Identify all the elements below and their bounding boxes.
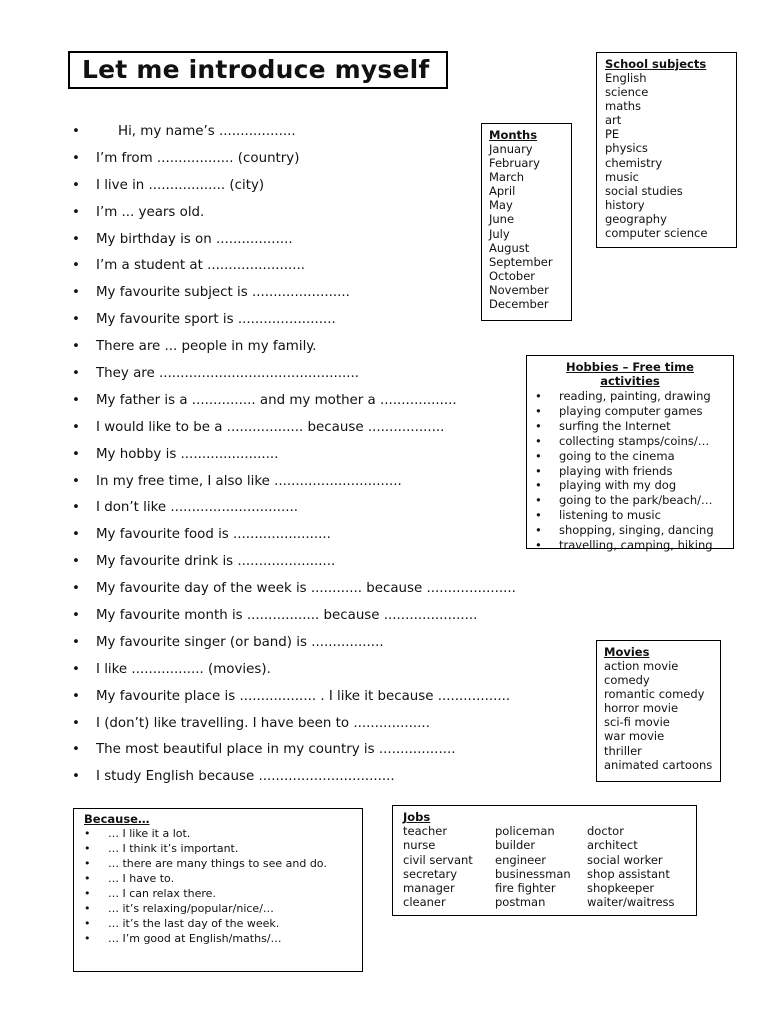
bullet-icon: • (72, 204, 80, 220)
job-item: policeman (495, 824, 555, 838)
because-item (84, 856, 362, 871)
sentence-item (72, 632, 592, 659)
bullet-icon: • (72, 285, 80, 301)
hobby-item-text: collecting stamps/coins/… (559, 433, 710, 448)
hobby-item-text: shopping, singing, dancing (559, 523, 714, 538)
job-item: architect (587, 838, 638, 853)
subject-item: maths (605, 99, 642, 114)
because-item-text: … I think it’s important. (108, 842, 239, 855)
sentence-text: They are ............................................... (96, 366, 360, 382)
bullet-icon: • (72, 554, 80, 570)
job-item: waiter/waitress (587, 895, 675, 910)
job-item: businessman (495, 866, 571, 881)
month-item: April (489, 184, 516, 199)
because-title: Because… (84, 812, 150, 826)
because-item (84, 901, 362, 916)
month-item: December (489, 297, 549, 312)
sentence-text: I would like to be a .................. because .................. (96, 419, 445, 435)
bullet-icon: • (535, 448, 542, 463)
sentence-text: I like ................. (movies). (96, 661, 271, 677)
sentence-text: My favourite singer (or band) is ................. (96, 634, 384, 650)
hobbies-box (526, 355, 734, 553)
subject-item: PE (605, 127, 620, 142)
job-item: doctor (587, 824, 624, 838)
subject-item: English (605, 71, 647, 85)
school-subjects-title: School subjects (605, 57, 707, 71)
because-item-text: … it’s the last day of the week. (108, 917, 280, 930)
subject-item: chemistry (605, 155, 663, 170)
because-item-text: … I have to. (108, 872, 175, 885)
subject-item: social studies (605, 183, 683, 198)
job-item: builder (495, 838, 536, 853)
jobs-columns (403, 824, 696, 910)
movie-item: thriller (604, 743, 642, 758)
movies-title: Movies (604, 645, 650, 659)
bullet-icon: • (84, 932, 91, 945)
sentence-item (72, 524, 592, 551)
movie-item: horror movie (604, 701, 679, 716)
hobby-item-text: going to the park/beach/… (559, 493, 713, 508)
hobby-item (535, 464, 733, 479)
subject-item: geography (605, 211, 667, 226)
bullet-icon: • (72, 527, 80, 543)
hobby-item-text: playing with friends (559, 463, 673, 478)
month-item: June (489, 212, 515, 227)
subject-item: science (605, 85, 649, 100)
because-item-text: … I like it a lot. (108, 827, 191, 840)
sentence-item (72, 444, 592, 471)
hobby-item-text: travelling, camping, hiking (559, 538, 713, 553)
hobby-item (535, 434, 733, 449)
jobs-list (495, 824, 587, 910)
job-item: nurse (403, 838, 436, 853)
because-item-text: … it’s relaxing/popular/nice/… (108, 902, 274, 915)
sentence-item (72, 659, 592, 686)
bullet-icon: • (84, 842, 91, 855)
month-item: September (489, 254, 553, 269)
sentence-text: There are ... people in my family. (96, 339, 317, 355)
jobs-box (392, 805, 697, 916)
sentence-text: My birthday is on .................. (96, 231, 293, 247)
because-list (84, 826, 362, 946)
bullet-icon: • (72, 419, 80, 435)
sentence-item (72, 713, 592, 740)
school-subjects-box (596, 52, 737, 248)
bullet-icon: • (72, 634, 80, 650)
sentence-text: I’m from .................. (country) (96, 150, 300, 166)
bullet-icon: • (72, 231, 80, 247)
bullet-icon: • (535, 403, 542, 418)
bullet-icon: • (535, 538, 542, 553)
hobby-item (535, 523, 733, 538)
sentence-item (72, 578, 592, 605)
movies-list (604, 659, 720, 772)
sentence-text: My favourite day of the week is ............ because ..................... (96, 581, 516, 597)
movie-item: sci-fi movie (604, 715, 670, 730)
jobs-list (403, 824, 495, 910)
school-subjects-list (605, 71, 736, 240)
job-item: postman (495, 895, 546, 910)
sentence-text: I’m a student at ....................... (96, 258, 306, 274)
months-box (481, 123, 572, 321)
job-item: teacher (403, 824, 448, 838)
hobby-item (535, 508, 733, 523)
because-item (84, 826, 362, 841)
sentence-text: I’m ... years old. (96, 204, 205, 220)
hobby-item-text: listening to music (559, 508, 661, 523)
hobby-item-text: playing with my dog (559, 478, 677, 493)
bullet-icon: • (72, 688, 80, 704)
hobby-item (535, 538, 733, 553)
because-item (84, 841, 362, 856)
bullet-icon: • (535, 389, 542, 403)
month-item: August (489, 240, 530, 255)
sentence-text: My favourite subject is ....................... (96, 285, 350, 301)
hobby-item (535, 493, 733, 508)
sentence-item (72, 766, 592, 793)
sentence-text: My father is a ............... and my mother a .................. (96, 392, 457, 408)
sentence-text: Hi, my name’s .................. (118, 124, 296, 139)
because-item-text: … I’m good at English/maths/… (108, 932, 282, 945)
because-item (84, 886, 362, 901)
jobs-list (587, 824, 679, 910)
sentence-text: My favourite sport is ....................... (96, 312, 336, 328)
hobby-item (535, 404, 733, 419)
bullet-icon: • (84, 902, 91, 915)
sentence-item (72, 551, 592, 578)
jobs-column (403, 824, 495, 910)
sentence-item (72, 471, 592, 498)
sentence-item (72, 686, 592, 713)
page-title: Let me introduce myself (82, 55, 430, 84)
sentence-item (72, 363, 592, 390)
movie-item: war movie (604, 729, 665, 744)
job-item: manager (403, 881, 455, 896)
bullet-icon: • (72, 500, 80, 516)
because-item (84, 931, 362, 946)
hobby-item-text: reading, painting, drawing (559, 389, 711, 403)
job-item: shopkeeper (587, 881, 655, 896)
bullet-icon: • (72, 366, 80, 382)
bullet-icon: • (72, 473, 80, 489)
month-item: July (489, 226, 510, 241)
because-item (84, 916, 362, 931)
sentence-text: My favourite month is ................. because ...................... (96, 608, 478, 624)
because-box (73, 808, 363, 972)
sentence-text: My favourite drink is ....................... (96, 554, 336, 570)
sentence-text: My favourite place is .................. . I like it because ................. (96, 688, 511, 704)
bullet-icon: • (84, 917, 91, 930)
hobby-item (535, 419, 733, 434)
bullet-icon: • (535, 508, 542, 523)
month-item: November (489, 282, 549, 297)
bullet-icon: • (72, 742, 80, 758)
sentence-item (72, 739, 592, 766)
bullet-icon: • (535, 478, 542, 493)
sentence-item (72, 336, 592, 363)
movie-item: animated cartoons (604, 757, 713, 772)
job-item: civil servant (403, 852, 473, 867)
month-item: January (489, 142, 533, 156)
job-item: shop assistant (587, 866, 670, 881)
hobby-item (535, 478, 733, 493)
sentence-text: I (don’t) like travelling. I have been to .................. (96, 715, 430, 731)
sentence-text: I study English because ................................ (96, 769, 395, 785)
bullet-icon: • (72, 258, 80, 274)
hobby-item (535, 449, 733, 464)
jobs-title: Jobs (403, 810, 431, 824)
job-item: fire fighter (495, 881, 556, 896)
subject-item: art (605, 113, 622, 128)
bullet-icon: • (84, 887, 91, 900)
because-item-text: … I can relax there. (108, 887, 216, 900)
job-item: secretary (403, 866, 458, 881)
bullet-icon: • (72, 150, 80, 166)
subject-item: physics (605, 141, 648, 156)
hobbies-list (535, 389, 733, 553)
sentence-item (72, 390, 592, 417)
month-item: March (489, 170, 525, 185)
bullet-icon: • (535, 493, 542, 508)
bullet-icon: • (72, 446, 80, 462)
sentence-text: I live in .................. (city) (96, 177, 265, 193)
bullet-icon: • (72, 608, 80, 624)
job-item: cleaner (403, 895, 446, 910)
hobby-item-text: playing computer games (559, 403, 703, 418)
bullet-icon: • (535, 463, 542, 478)
sentence-item (72, 417, 592, 444)
months-list (489, 142, 571, 311)
sentence-text: My hobby is ....................... (96, 446, 279, 462)
bullet-icon: • (535, 523, 542, 538)
movies-box (596, 640, 721, 782)
months-title: Months (489, 128, 538, 142)
jobs-column (495, 824, 587, 910)
movie-item: comedy (604, 673, 650, 688)
bullet-icon: • (72, 177, 80, 193)
job-item: engineer (495, 852, 547, 867)
because-item-text: … there are many things to see and do. (108, 857, 327, 870)
sentence-text: I don’t like .............................. (96, 500, 299, 516)
bullet-icon: • (535, 418, 542, 433)
bullet-icon: • (72, 339, 80, 355)
hobby-item-text: surfing the Internet (559, 418, 671, 433)
sentence-item (72, 605, 592, 632)
sentence-item (72, 497, 592, 524)
because-item (84, 871, 362, 886)
month-item: February (489, 156, 540, 171)
movie-item: action movie (604, 659, 679, 673)
hobby-item-text: going to the cinema (559, 448, 675, 463)
bullet-icon: • (72, 124, 80, 139)
jobs-column (587, 824, 679, 910)
month-item: October (489, 268, 536, 283)
bullet-icon: • (84, 827, 91, 840)
bullet-icon: • (72, 661, 80, 677)
month-item: May (489, 198, 513, 213)
bullet-icon: • (84, 872, 91, 885)
sentence-text: The most beautiful place in my country is .................. (96, 742, 456, 758)
bullet-icon: • (535, 433, 542, 448)
bullet-icon: • (72, 581, 80, 597)
hobby-item (535, 389, 733, 404)
bullet-icon: • (72, 312, 80, 328)
bullet-icon: • (72, 392, 80, 408)
movie-item: romantic comedy (604, 687, 705, 702)
bullet-icon: • (72, 769, 80, 785)
sentence-text: In my free time, I also like .............................. (96, 473, 402, 489)
bullet-icon: • (84, 857, 91, 870)
job-item: social worker (587, 852, 663, 867)
hobbies-title: Hobbies – Free time activities (566, 360, 694, 388)
subject-item: computer science (605, 226, 708, 241)
subject-item: history (605, 197, 645, 212)
bullet-icon: • (72, 715, 80, 731)
subject-item: music (605, 169, 640, 184)
title-box (68, 51, 448, 89)
sentence-text: My favourite food is ....................... (96, 527, 331, 543)
